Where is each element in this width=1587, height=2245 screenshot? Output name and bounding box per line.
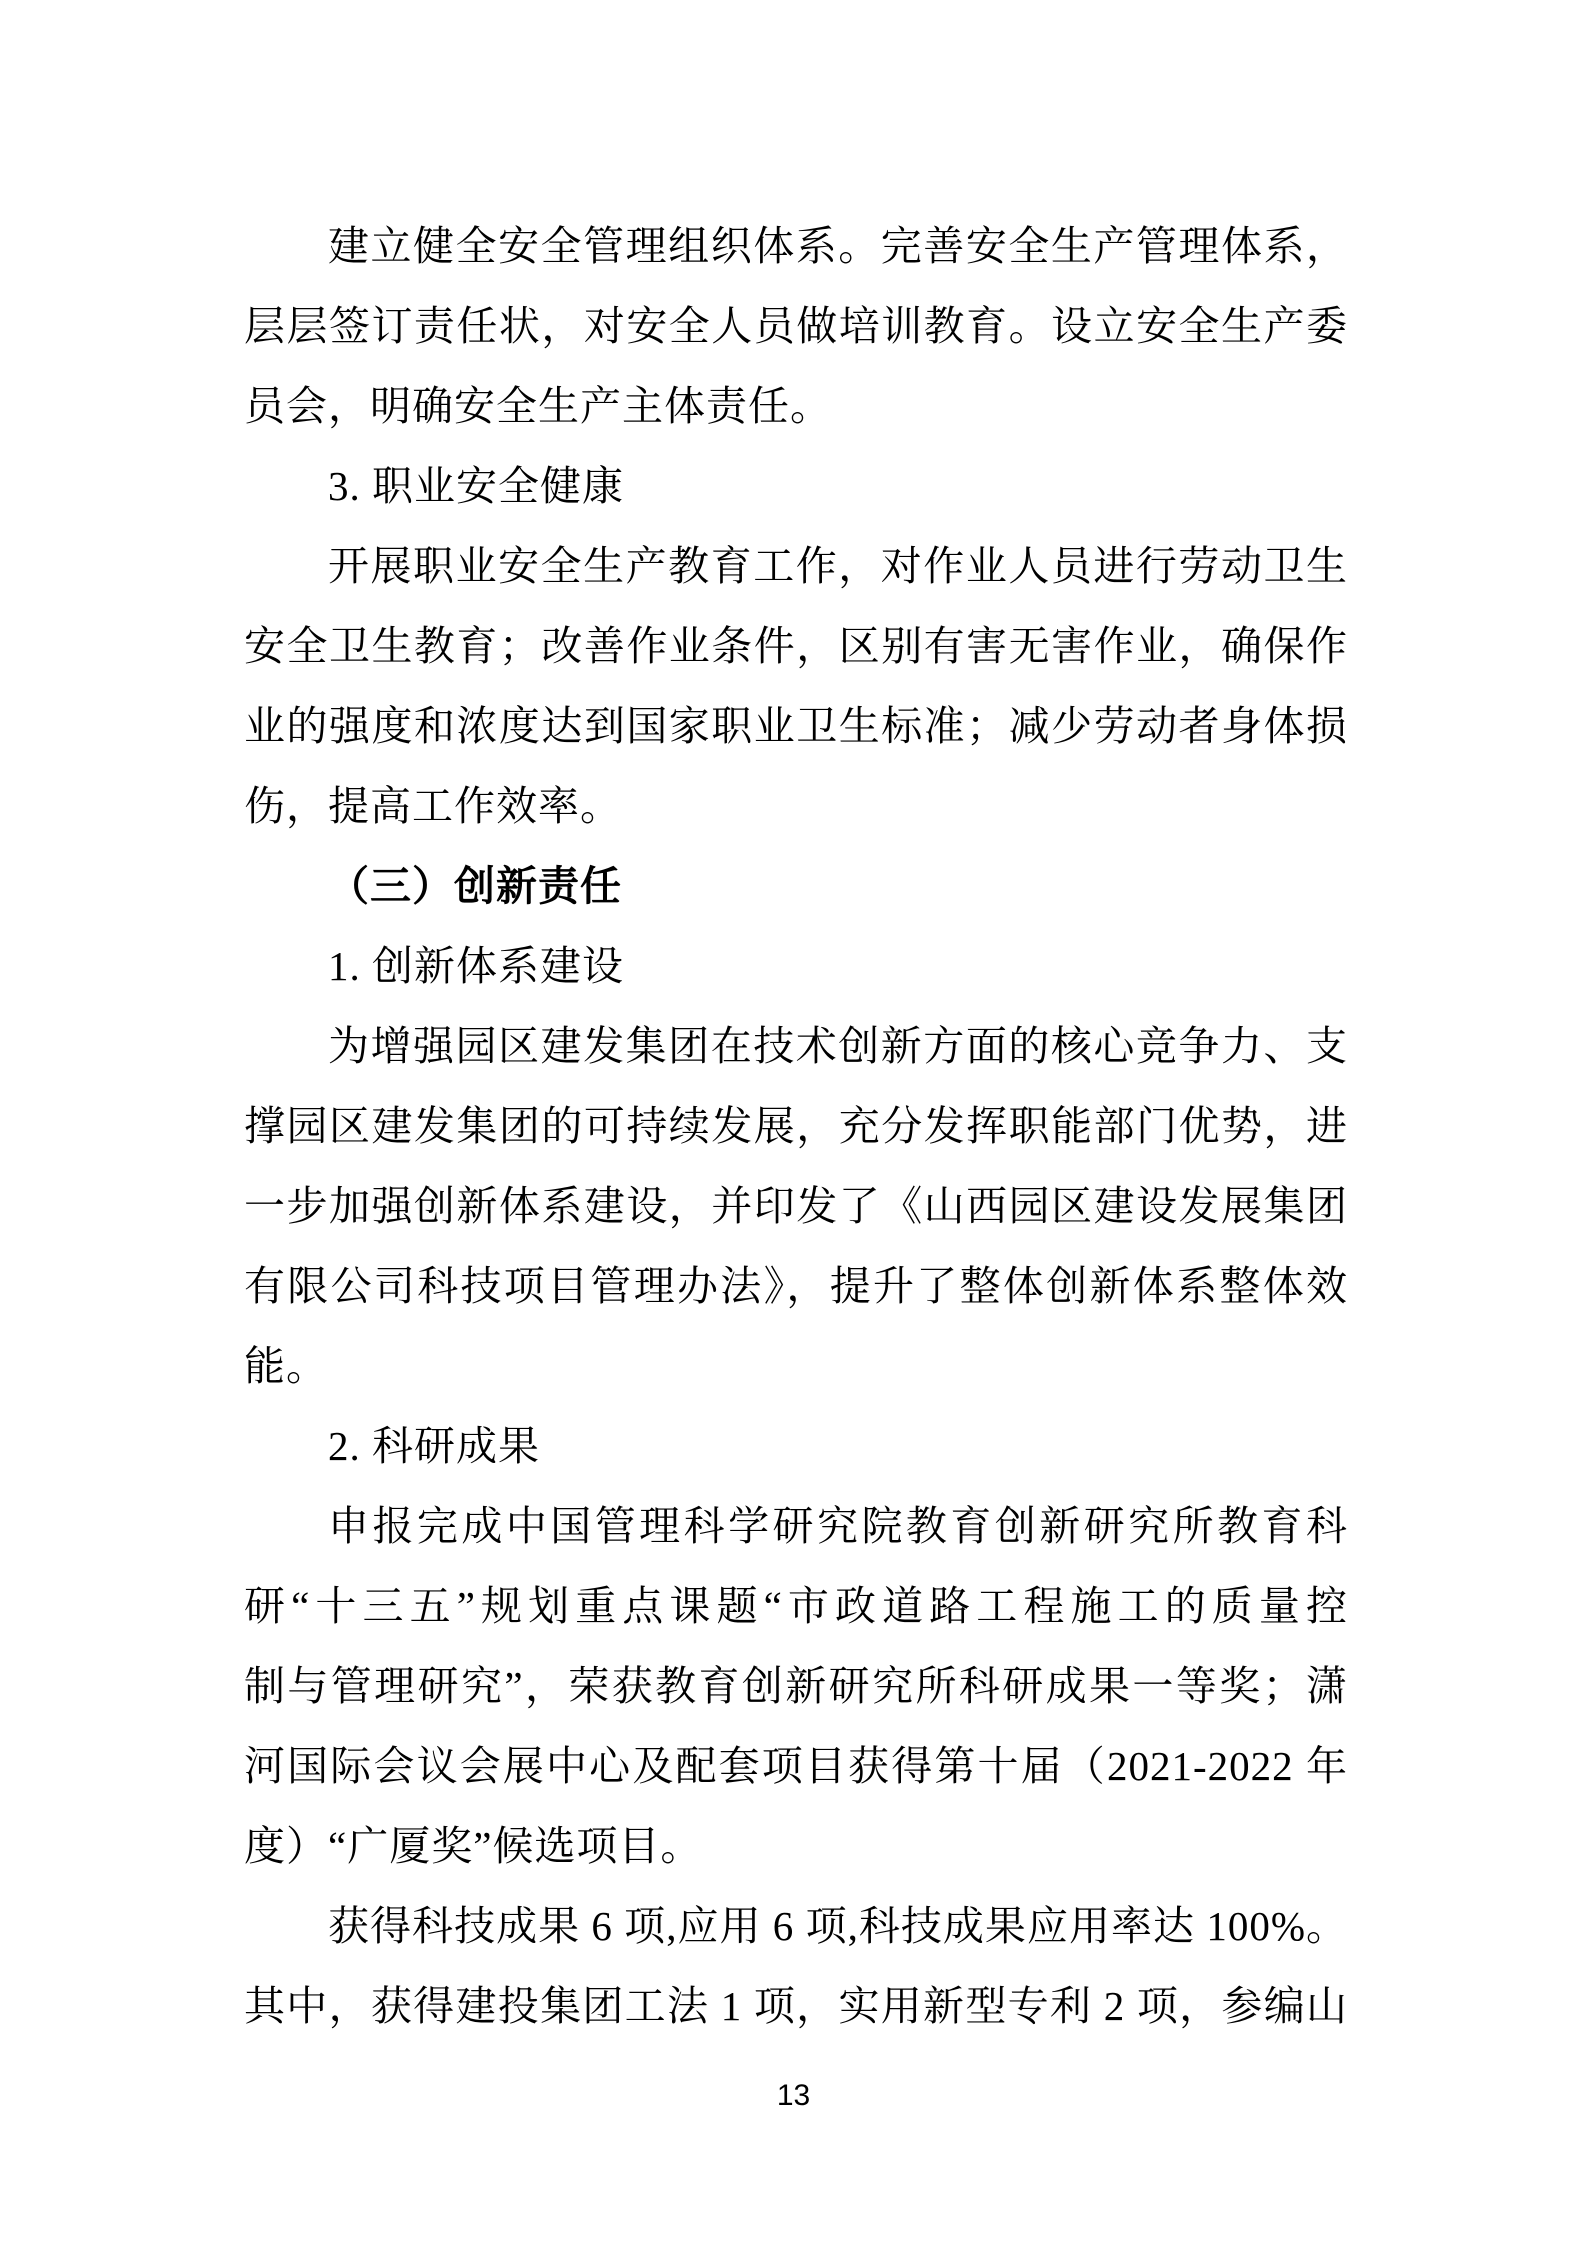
text-line: 业的强度和浓度达到国家职业卫生标准；减少劳动者身体损	[244, 703, 1348, 749]
subsection-heading: 3. 职业安全健康	[328, 463, 624, 509]
text-line: 获得科技成果 6 项,应用 6 项,科技成果应用率达 100%。	[328, 1903, 1348, 1949]
text-line: 安全卫生教育；改善作业条件，区别有害无害作业，确保作	[244, 623, 1348, 669]
text-line: 申报完成中国管理科学研究院教育创新研究所教育科	[328, 1503, 1348, 1549]
text-line: 制与管理研究”，荣获教育创新研究所科研成果一等奖；潇	[244, 1663, 1348, 1709]
text-line: 研“十三五”规划重点课题“市政道路工程施工的质量控	[244, 1583, 1348, 1629]
subsection-heading: 1. 创新体系建设	[328, 943, 624, 989]
text-line: 河国际会议会展中心及配套项目获得第十届（2021-2022 年	[244, 1743, 1348, 1789]
page-number: 13	[776, 2079, 811, 2112]
text-line: 能。	[244, 1343, 328, 1389]
text-line: 有限公司科技项目管理办法》，提升了整体创新体系整体效	[244, 1263, 1348, 1309]
text-line: 其中，获得建投集团工法 1 项，实用新型专利 2 项，参编山	[244, 1983, 1348, 2029]
text-line: 建立健全安全管理组织体系。完善安全生产管理体系，	[328, 223, 1348, 269]
text-line: 度）“广厦奖”候选项目。	[244, 1823, 703, 1869]
text-line: 层层签订责任状，对安全人员做培训教育。设立安全生产委	[244, 303, 1348, 349]
subsection-heading: 2. 科研成果	[328, 1423, 540, 1469]
text-line: 为增强园区建发集团在技术创新方面的核心竞争力、支	[328, 1023, 1348, 1069]
text-line: 撑园区建发集团的可持续发展，充分发挥职能部门优势，进	[244, 1103, 1348, 1149]
text-line: 一步加强创新体系建设，并印发了《山西园区建设发展集团	[244, 1183, 1348, 1229]
document-body	[244, 206, 1348, 2046]
page-footer	[0, 2078, 1587, 2114]
text-line: 开展职业安全生产教育工作，对作业人员进行劳动卫生	[328, 543, 1348, 589]
section-heading: （三）创新责任	[328, 863, 622, 909]
text-line: 员会，明确安全生产主体责任。	[244, 383, 832, 429]
text-line: 伤，提高工作效率。	[244, 783, 622, 829]
